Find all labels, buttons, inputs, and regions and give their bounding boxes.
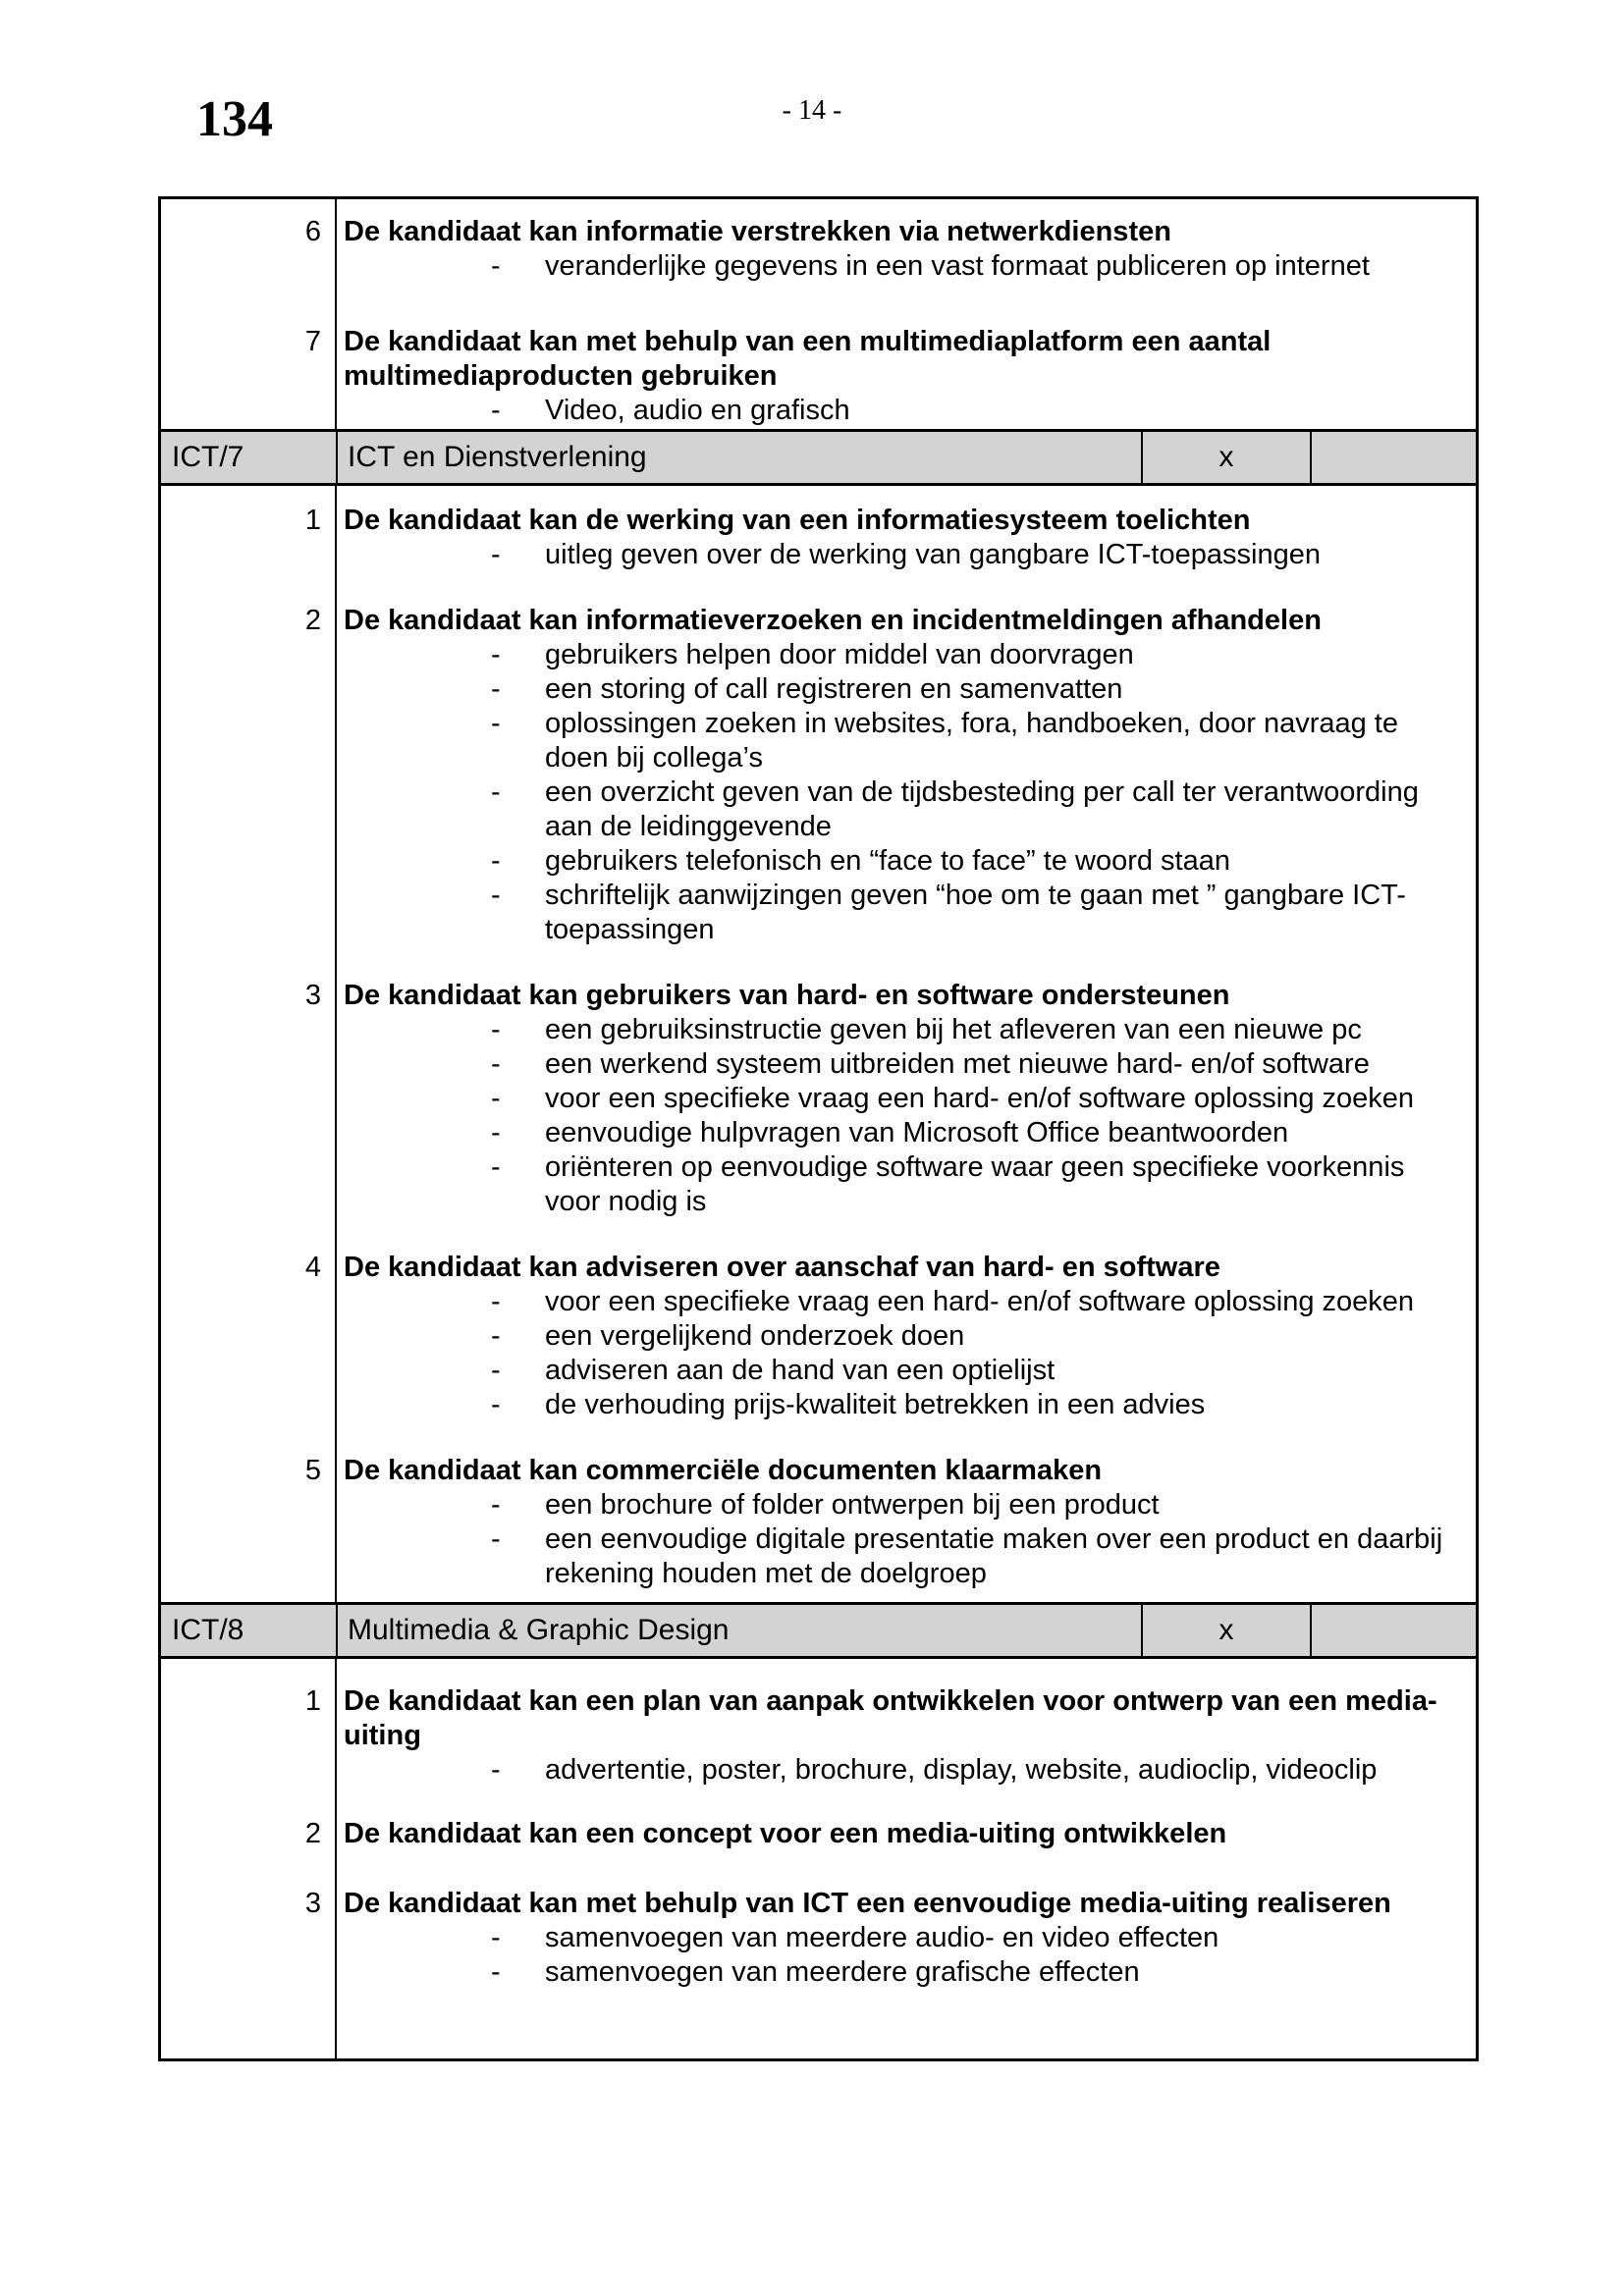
competency-item [161, 979, 1476, 1219]
bullet-item [344, 1921, 1460, 1955]
bullet-list [344, 1013, 1460, 1219]
bullet-item [344, 1082, 1460, 1116]
bullet-list [344, 638, 1460, 947]
bullet-dash: - [491, 776, 501, 808]
bullet-text: advertentie, poster, brochure, display, website, audioclip, videoclip [545, 1754, 1378, 1786]
item-title: De kandidaat kan de werking van een informatiesysteem toelichten [344, 505, 1251, 536]
bullet-dash: - [491, 1523, 501, 1555]
bullet-item [344, 1285, 1460, 1319]
bullet-dash: - [491, 880, 501, 911]
bullet-item [344, 1319, 1460, 1354]
item-title: De kandidaat kan een concept voor een media-uiting ontwikkelen [344, 1818, 1227, 1849]
bullet-dash: - [491, 673, 501, 705]
bullet-item [344, 538, 1460, 572]
bullet-text: een werkend systeem uitbreiden met nieuwe hard- en/of software [545, 1048, 1370, 1080]
item-number: 1 [304, 1685, 321, 1717]
bullet-dash: - [491, 1117, 501, 1148]
bullet-list [344, 1921, 1460, 1990]
bullet-text: een gebruiksinstructie geven bij het afleveren van een nieuwe pc [545, 1014, 1362, 1045]
section-mark-x: x [1141, 1605, 1312, 1656]
item-title: De kandidaat kan met behulp van ICT een eenvoudige media-uiting realiseren [344, 1888, 1391, 1919]
item-title: De kandidaat kan commerciële documenten klaarmaken [344, 1455, 1103, 1486]
bullet-item [344, 775, 1460, 844]
bullet-dash: - [491, 1320, 501, 1352]
bullet-text: oplossingen zoeken in websites, fora, handboeken, door navraag te doen bij collega’s [545, 708, 1398, 774]
competency-item [161, 604, 1476, 947]
item-title: De kandidaat kan informatie verstrekken via netwerkdiensten [344, 216, 1171, 247]
item-number: 2 [304, 1818, 321, 1849]
competency-item [161, 325, 1476, 428]
bullet-item [344, 672, 1460, 707]
bullet-item [344, 1150, 1460, 1219]
bullet-item [344, 879, 1460, 947]
bullet-item [344, 1522, 1460, 1591]
bullet-dash: - [491, 639, 501, 670]
bullet-item [344, 394, 1460, 428]
bullet-item [344, 1955, 1460, 1990]
competency-item [161, 215, 1476, 284]
section-mark-empty [1312, 1605, 1476, 1656]
section-code: ICT/8 [161, 1605, 338, 1656]
bullet-text: samenvoegen van meerdere grafische effecten [545, 1956, 1140, 1988]
bullet-text: Video, audio en grafisch [545, 395, 850, 426]
section-header-row [161, 429, 1476, 486]
table-body-section [161, 486, 1476, 1602]
competency-table [158, 196, 1479, 2061]
bullet-item [344, 1013, 1460, 1047]
bullet-text: gebruikers telefonisch en “face to face” te woord staan [545, 845, 1230, 877]
bullet-dash: - [491, 708, 501, 739]
page-number: 134 [196, 91, 273, 147]
competency-item [161, 1684, 1476, 1788]
item-number: 6 [304, 216, 321, 247]
bullet-dash: - [491, 1389, 501, 1420]
bullet-text: schriftelijk aanwijzingen geven “hoe om te gaan met ” gangbare ICT-toepassingen [545, 880, 1406, 945]
bullet-dash: - [491, 250, 501, 282]
bullet-text: veranderlijke gegevens in een vast formaat publiceren op internet [545, 250, 1370, 282]
item-title: De kandidaat kan informatieverzoeken en incidentmeldingen afhandelen [344, 605, 1322, 636]
bullet-dash: - [491, 1956, 501, 1988]
item-number: 5 [304, 1455, 321, 1486]
section-title: ICT en Dienstverlening [348, 441, 647, 473]
section-mark-x: x [1141, 432, 1312, 483]
bullet-dash: - [491, 1048, 501, 1080]
bullet-list [344, 1488, 1460, 1591]
bullet-text: een overzicht geven van de tijdsbesteding per call ter verantwoording aan de leidinggevende [545, 776, 1419, 842]
item-number: 1 [304, 505, 321, 536]
bullet-text: een vergelijkend onderzoek doen [545, 1320, 965, 1352]
bullet-list [344, 1285, 1460, 1422]
section-mark-empty [1312, 432, 1476, 483]
bullet-text: een storing of call registreren en samenvatten [545, 673, 1123, 705]
item-title: De kandidaat kan adviseren over aanschaf van hard- en software [344, 1252, 1220, 1283]
bullet-text: gebruikers helpen door middel van doorvragen [545, 639, 1134, 670]
bullet-item [344, 638, 1460, 672]
item-title: De kandidaat kan een plan van aanpak ontwikkelen voor ontwerp van een media-uiting [344, 1685, 1437, 1751]
item-number: 7 [304, 326, 321, 357]
bullet-item [344, 844, 1460, 879]
competency-item [161, 1454, 1476, 1591]
bullet-dash: - [491, 1489, 501, 1521]
item-number: 3 [304, 980, 321, 1011]
bullet-item [344, 1753, 1460, 1788]
bullet-text: oriënteren op eenvoudige software waar geen specifieke voorkennis voor nodig is [545, 1151, 1405, 1217]
item-number: 2 [304, 605, 321, 636]
bullet-text: voor een specifieke vraag een hard- en/of software oplossing zoeken [545, 1083, 1415, 1114]
competency-item [161, 1817, 1476, 1851]
bullet-text: een brochure of folder ontwerpen bij een product [545, 1489, 1160, 1521]
section-code: ICT/7 [161, 432, 338, 483]
bullet-dash: - [491, 845, 501, 877]
item-number: 4 [304, 1252, 321, 1283]
bullet-item [344, 1047, 1460, 1082]
bullet-text: de verhouding prijs-kwaliteit betrekken in een advies [545, 1389, 1206, 1420]
bullet-text: een eenvoudige digitale presentatie maken over een product en daarbij rekening houden met de doelgroep [545, 1523, 1443, 1589]
bullet-text: adviseren aan de hand van een optielijst [545, 1355, 1056, 1386]
item-title: De kandidaat kan met behulp van een multimediaplatform een aantal multimediaproducten gebruiken [344, 326, 1272, 392]
bullet-list [344, 394, 1460, 428]
running-head-page-number: - 14 - [782, 95, 842, 126]
bullet-item [344, 1388, 1460, 1422]
bullet-list [344, 1753, 1460, 1788]
bullet-text: eenvoudige hulpvragen van Microsoft Office beantwoorden [545, 1117, 1289, 1148]
bullet-dash: - [491, 395, 501, 426]
bullet-dash: - [491, 1754, 501, 1786]
item-number: 3 [304, 1888, 321, 1919]
bullet-dash: - [491, 1151, 501, 1183]
competency-item [161, 1887, 1476, 1990]
bullet-list [344, 249, 1460, 284]
section-header-row [161, 1602, 1476, 1659]
bullet-dash: - [491, 539, 501, 570]
bullet-dash: - [491, 1014, 501, 1045]
bullet-item [344, 1116, 1460, 1150]
section-title: Multimedia & Graphic Design [348, 1614, 730, 1646]
bullet-item [344, 707, 1460, 775]
competency-item [161, 504, 1476, 572]
bullet-dash: - [491, 1922, 501, 1953]
bullet-text: voor een specifieke vraag een hard- en/of software oplossing zoeken [545, 1286, 1415, 1317]
bullet-text: uitleg geven over de werking van gangbare ICT-toepassingen [545, 539, 1321, 570]
bullet-item [344, 1354, 1460, 1388]
table-body-section [161, 199, 1476, 429]
bullet-text: samenvoegen van meerdere audio- en video effecten [545, 1922, 1219, 1953]
bullet-dash: - [491, 1286, 501, 1317]
bullet-list [344, 538, 1460, 572]
bullet-item [344, 249, 1460, 284]
table-body-section [161, 1659, 1476, 2058]
bullet-dash: - [491, 1355, 501, 1386]
item-title: De kandidaat kan gebruikers van hard- en software ondersteunen [344, 980, 1230, 1011]
competency-item [161, 1251, 1476, 1422]
bullet-dash: - [491, 1083, 501, 1114]
bullet-item [344, 1488, 1460, 1522]
